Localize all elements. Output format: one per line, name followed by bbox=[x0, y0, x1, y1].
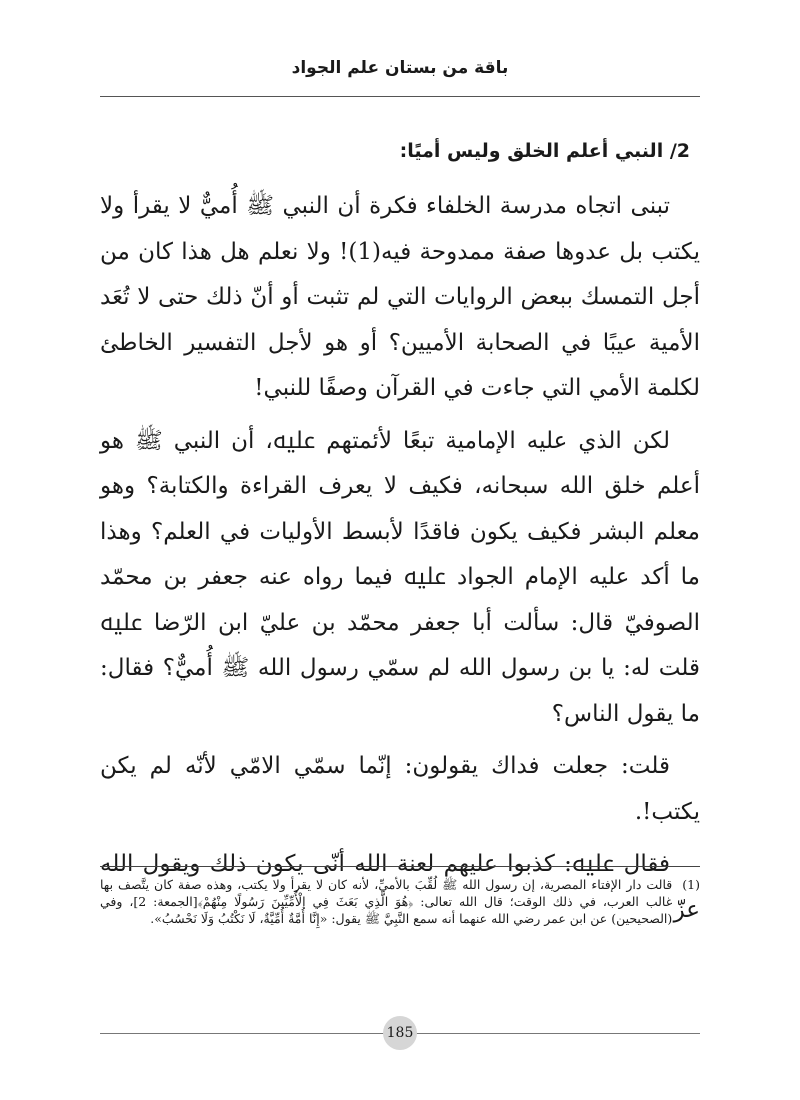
body-text bbox=[100, 184, 700, 940]
running-header-title: باقة من بستان علم الجواد bbox=[291, 58, 509, 78]
paragraph-2: لكن الذي عليه الإمامية تبعًا لأئمتهم ﷷ، أن النبي ﷺ هو أعلم خلق الله سبحانه، فكيف لا يعرف القراءة والكتابة؟ وهو معلم البشر فكيف يكون فاقدًا لأبسط الأوليات في العلم؟ وهذا ما أكد عليه الإمام الجواد ﷷ فيما رواه عنه جعفر بن محمّد الصوفيّ قال: سألت أبا جعفر محمّد بن عليّ ابن الرّضا ﷷ قلت له: يا بن رسول الله لم سمّي رسول الله ﷺ أُميٌّ؟ فقال: ما يقول الناس؟ bbox=[100, 427, 700, 727]
paragraph-1: تبنى اتجاه مدرسة الخلفاء فكرة أن النبي ﷺ أُميٌّ لا يقرأ ولا يكتب بل عدوها صفة ممدوحة فيه(1)! ولا نعلم هل هذا كان من أجل التمسك ببعض الروايات التي لم تثبت أو أنّ ذلك حتى لا تُعَد الأمية عيبًا في الصحابة الأميين؟ أو هو لأجل التفسير الخاطئ لكلمة الأمي التي جاءت في القرآن وصفًا للنبي! bbox=[100, 193, 700, 401]
page-number-area bbox=[100, 1016, 700, 1050]
page-number: 185 bbox=[383, 1016, 417, 1050]
header-divider bbox=[100, 96, 700, 97]
section-heading: 2/ النبي أعلم الخلق وليس أميًا: bbox=[399, 140, 690, 162]
paragraph-3: قلت: جعلت فداك يقولون: إنّما سمّي الامّي لأنّه لم يكن يكتب!. bbox=[100, 753, 700, 825]
footnote-text: قالت دار الإفتاء المصرية، إن رسول الله ﷺ لُقِّبَ بالأميِّ، لأنه كان لا يقرأ ولا يكتب، وهذه صفة كان يتَّصف بها غالب العرب، في ذلك الوقت؛ قال الله تعالى: ﴿هُوَ الَّذِي بَعَثَ فِي الْأُمِّيِّينَ رَسُولًا مِنْهُمْ﴾[الجمعة: 2]، وفي (الصحيحين) عن ابن عمر رضي الله عنهما أنه سمع النَّبِيَّ ﷺ يقول: «إِنَّا أُمَّةٌ أُمِّيَّةٌ، لَا نَكْتُبُ وَلَا نَحْسُبُ». bbox=[100, 877, 673, 926]
footnote-number: (1) bbox=[682, 877, 700, 892]
paragraph-4: فقال ﷷ: كذبوا عليهم لعنة الله أنّى يكون ذلك ويقول الله عزّ bbox=[100, 851, 700, 923]
footnote bbox=[100, 876, 700, 927]
footnote-divider bbox=[100, 866, 700, 867]
